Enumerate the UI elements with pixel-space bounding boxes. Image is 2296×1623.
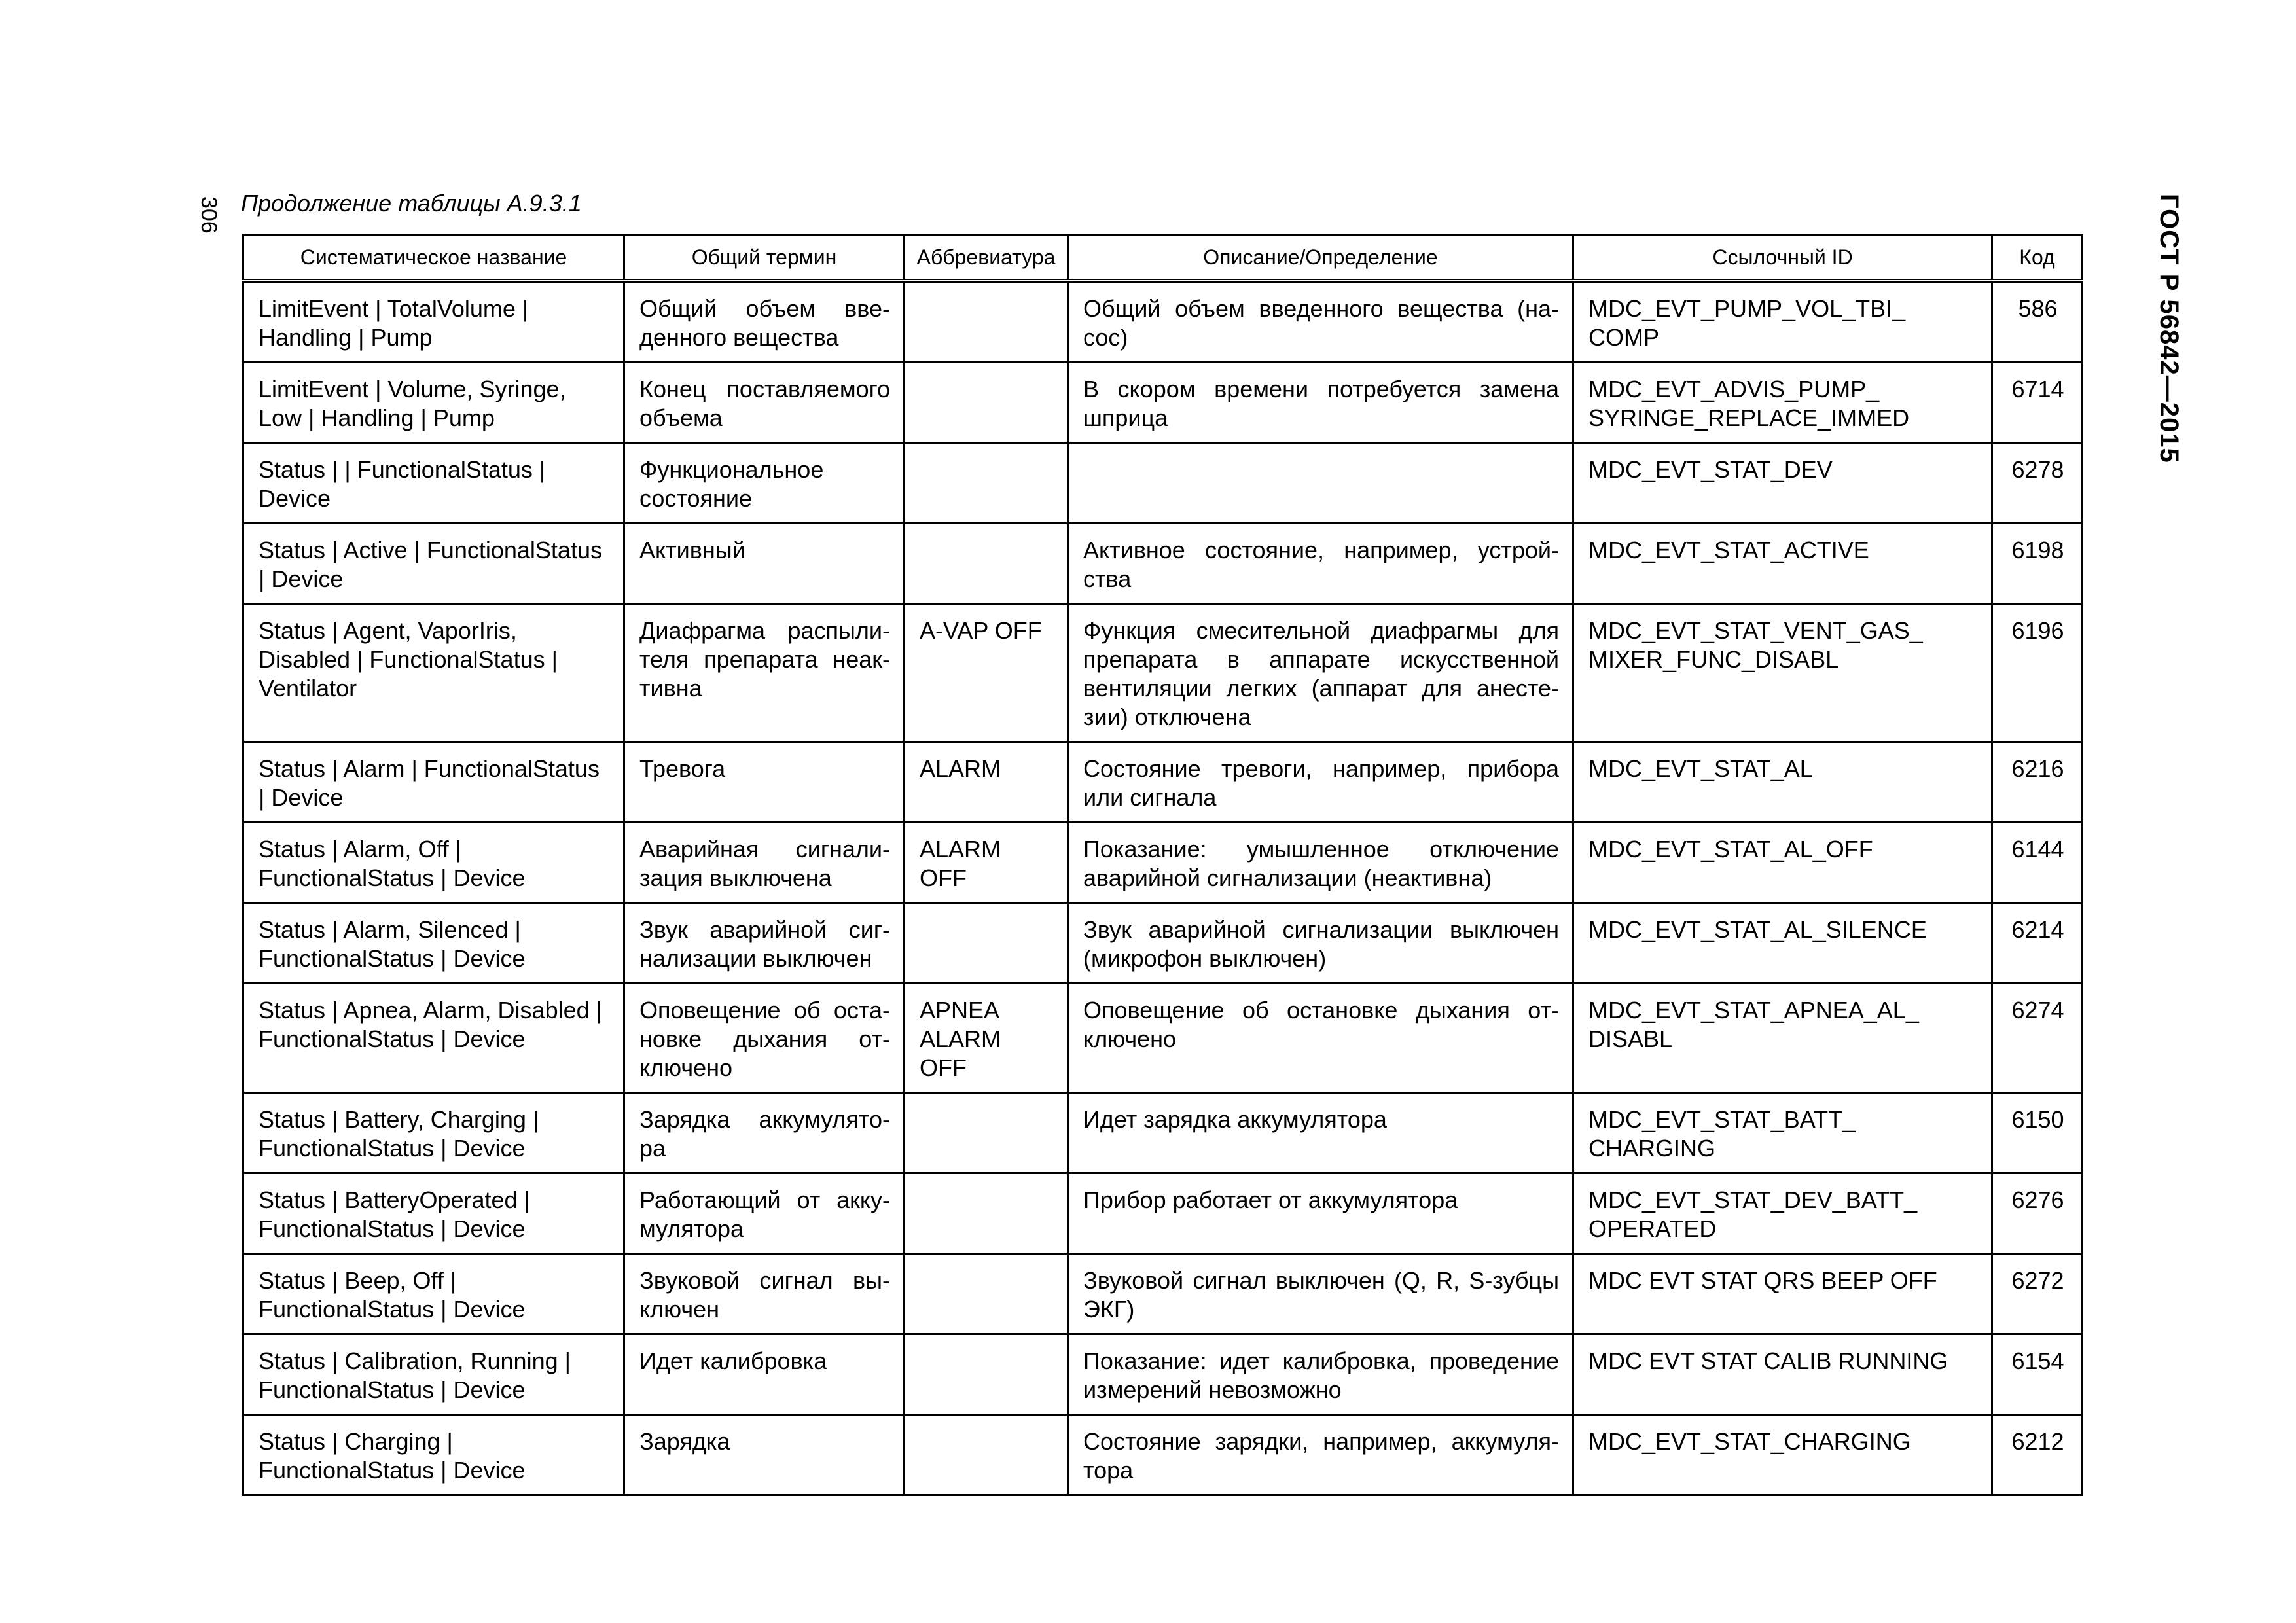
cell-abbreviation xyxy=(905,1334,1068,1415)
cell-description: Прибор работает от аккумулятора xyxy=(1068,1173,1573,1254)
header-description: Описание/Определение xyxy=(1068,235,1573,281)
cell-code: 6214 xyxy=(1992,903,2083,984)
cell-abbreviation: ALARM OFF xyxy=(905,823,1068,903)
cell-systematic-name: Status | Charging | FunctionalStatus | Device xyxy=(243,1415,624,1495)
cell-systematic-name: Status | Battery, Charging | FunctionalStatus | Device xyxy=(243,1093,624,1173)
cell-abbreviation: ALARM xyxy=(905,742,1068,823)
cell-common-term: Функциональное состояние xyxy=(624,443,905,524)
table-row xyxy=(243,1093,2083,1173)
header-abbreviation: Аббревиатура xyxy=(905,235,1068,281)
cell-reference-id: MDC_EVT_STAT_DEV xyxy=(1573,443,1992,524)
cell-abbreviation: A-VAP OFF xyxy=(905,604,1068,742)
cell-abbreviation xyxy=(905,524,1068,604)
header-row xyxy=(243,235,2083,281)
cell-abbreviation xyxy=(905,363,1068,443)
cell-description: Идет зарядка аккумулятора xyxy=(1068,1093,1573,1173)
cell-common-term: Зарядка аккумулято-ра xyxy=(624,1093,905,1173)
cell-description: Показание: умышленное отключение аварийной сигнализации (неактивна) xyxy=(1068,823,1573,903)
table-row xyxy=(243,1334,2083,1415)
cell-systematic-name: Status | Alarm, Silenced | FunctionalStatus | Device xyxy=(243,903,624,984)
cell-reference-id: MDC_EVT_STAT_AL_OFF xyxy=(1573,823,1992,903)
cell-description: Функция смесительной диафрагмы для препарата в аппарате искусственной вентиляции легких (аппарат для анесте-зии) отключена xyxy=(1068,604,1573,742)
header-reference-id: Ссылочный ID xyxy=(1573,235,1992,281)
cell-common-term: Аварийная сигнали-зация выключена xyxy=(624,823,905,903)
cell-code: 6144 xyxy=(1992,823,2083,903)
header-systematic-name: Систематическое название xyxy=(243,235,624,281)
table-row xyxy=(243,1173,2083,1254)
table-row xyxy=(243,1415,2083,1495)
cell-abbreviation xyxy=(905,1415,1068,1495)
cell-common-term: Зарядка xyxy=(624,1415,905,1495)
cell-description: Звук аварийной сигнализации выключен (микрофон выключен) xyxy=(1068,903,1573,984)
table-row xyxy=(243,903,2083,984)
table-row xyxy=(243,1254,2083,1334)
cell-abbreviation xyxy=(905,903,1068,984)
cell-description: Состояние тревоги, например, прибора или сигнала xyxy=(1068,742,1573,823)
cell-common-term: Идет калибровка xyxy=(624,1334,905,1415)
cell-code: 6272 xyxy=(1992,1254,2083,1334)
cell-abbreviation xyxy=(905,1093,1068,1173)
cell-description: Звуковой сигнал выключен (Q, R, S-зубцы ЭКГ) xyxy=(1068,1254,1573,1334)
cell-code: 6150 xyxy=(1992,1093,2083,1173)
cell-code: 6216 xyxy=(1992,742,2083,823)
cell-description: Активное состояние, например, устрой-ства xyxy=(1068,524,1573,604)
cell-systematic-name: Status | Apnea, Alarm, Disabled | FunctionalStatus | Device xyxy=(243,984,624,1093)
table-row xyxy=(243,742,2083,823)
page-number: 306 xyxy=(196,196,221,234)
table-row xyxy=(243,443,2083,524)
cell-common-term: Активный xyxy=(624,524,905,604)
cell-description: Состояние зарядки, например, аккумуля-тора xyxy=(1068,1415,1573,1495)
cell-description: Показание: идет калибровка, проведение измерений невозможно xyxy=(1068,1334,1573,1415)
cell-code: 6212 xyxy=(1992,1415,2083,1495)
cell-abbreviation xyxy=(905,443,1068,524)
cell-abbreviation xyxy=(905,281,1068,363)
cell-common-term: Диафрагма распыли-теля препарата неак-тивна xyxy=(624,604,905,742)
table-body xyxy=(243,281,2083,1495)
cell-abbreviation xyxy=(905,1254,1068,1334)
cell-systematic-name: LimitEvent | Volume, Syringe, Low | Handling | Pump xyxy=(243,363,624,443)
cell-systematic-name: Status | | FunctionalStatus | Device xyxy=(243,443,624,524)
cell-reference-id: MDC_EVT_ADVIS_PUMP_ SYRINGE_REPLACE_IMMED xyxy=(1573,363,1992,443)
cell-reference-id: MDC_EVT_STAT_DEV_BATT_ OPERATED xyxy=(1573,1173,1992,1254)
cell-abbreviation xyxy=(905,1173,1068,1254)
cell-reference-id: MDC_EVT_PUMP_VOL_TBI_ COMP xyxy=(1573,281,1992,363)
cell-reference-id: MDC EVT STAT CALIB RUNNING xyxy=(1573,1334,1992,1415)
cell-description: Оповещение об остановке дыхания от-ключено xyxy=(1068,984,1573,1093)
cell-systematic-name: LimitEvent | TotalVolume | Handling | Pump xyxy=(243,281,624,363)
cell-systematic-name: Status | BatteryOperated | FunctionalStatus | Device xyxy=(243,1173,624,1254)
cell-common-term: Общий объем вве-денного вещества xyxy=(624,281,905,363)
cell-code: 6154 xyxy=(1992,1334,2083,1415)
cell-code: 6276 xyxy=(1992,1173,2083,1254)
cell-systematic-name: Status | Active | FunctionalStatus | Device xyxy=(243,524,624,604)
cell-systematic-name: Status | Alarm | FunctionalStatus | Device xyxy=(243,742,624,823)
table-row xyxy=(243,363,2083,443)
cell-common-term: Тревога xyxy=(624,742,905,823)
cell-reference-id: MDC EVT STAT QRS BEEP OFF xyxy=(1573,1254,1992,1334)
cell-reference-id: MDC_EVT_STAT_AL xyxy=(1573,742,1992,823)
header-code: Код xyxy=(1992,235,2083,281)
table-row xyxy=(243,524,2083,604)
table-caption: Продолжение таблицы А.9.3.1 xyxy=(241,190,582,217)
cell-systematic-name: Status | Beep, Off | FunctionalStatus | Device xyxy=(243,1254,624,1334)
cell-common-term: Работающий от акку-мулятора xyxy=(624,1173,905,1254)
cell-reference-id: MDC_EVT_STAT_BATT_ CHARGING xyxy=(1573,1093,1992,1173)
cell-common-term: Звук аварийной сиг-нализации выключен xyxy=(624,903,905,984)
cell-code: 6714 xyxy=(1992,363,2083,443)
cell-reference-id: MDC_EVT_STAT_CHARGING xyxy=(1573,1415,1992,1495)
cell-common-term: Конец поставляемого объема xyxy=(624,363,905,443)
table-row xyxy=(243,984,2083,1093)
cell-reference-id: MDC_EVT_STAT_AL_SILENCE xyxy=(1573,903,1992,984)
table-row xyxy=(243,823,2083,903)
cell-description xyxy=(1068,443,1573,524)
cell-reference-id: MDC_EVT_STAT_VENT_GAS_ MIXER_FUNC_DISABL xyxy=(1573,604,1992,742)
header-common-term: Общий термин xyxy=(624,235,905,281)
table-row xyxy=(243,281,2083,363)
cell-reference-id: MDC_EVT_STAT_APNEA_AL_ DISABL xyxy=(1573,984,1992,1093)
document-code: ГОСТ Р 56842—2015 xyxy=(2155,194,2183,463)
cell-systematic-name: Status | Calibration, Running | FunctionalStatus | Device xyxy=(243,1334,624,1415)
table-row xyxy=(243,604,2083,742)
cell-systematic-name: Status | Alarm, Off | FunctionalStatus | Device xyxy=(243,823,624,903)
cell-abbreviation: APNEA ALARM OFF xyxy=(905,984,1068,1093)
cell-common-term: Звуковой сигнал вы-ключен xyxy=(624,1254,905,1334)
cell-code: 6196 xyxy=(1992,604,2083,742)
cell-common-term: Оповещение об оста-новке дыхания от-ключено xyxy=(624,984,905,1093)
data-table xyxy=(242,234,2083,1496)
cell-systematic-name: Status | Agent, VaporIris, Disabled | FunctionalStatus | Ventilator xyxy=(243,604,624,742)
cell-code: 586 xyxy=(1992,281,2083,363)
cell-description: Общий объем введенного вещества (на-сос) xyxy=(1068,281,1573,363)
cell-description: В скором времени потребуется замена шприца xyxy=(1068,363,1573,443)
cell-reference-id: MDC_EVT_STAT_ACTIVE xyxy=(1573,524,1992,604)
cell-code: 6274 xyxy=(1992,984,2083,1093)
cell-code: 6278 xyxy=(1992,443,2083,524)
cell-code: 6198 xyxy=(1992,524,2083,604)
